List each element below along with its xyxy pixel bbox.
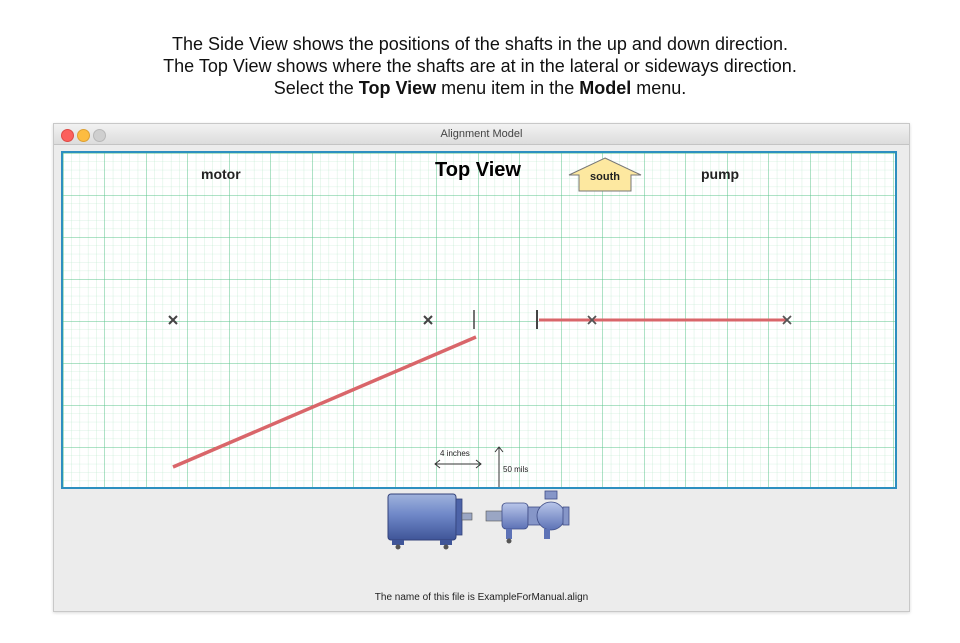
instructions [0,33,960,99]
motor-label: motor [201,166,241,182]
instruction-text: Select the [273,78,359,98]
instruction-line-3 [0,77,960,99]
pump-label: pump [701,166,740,182]
instruction-text: menu item in the [436,78,580,98]
instruction-line-1: The Side View shows the positions of the shafts in the up and down direction. [171,34,789,54]
app-window [53,123,910,612]
view-title: Top View [435,159,521,181]
grid-drawing [63,153,895,487]
window-title: Alignment Model [440,128,523,140]
top-view-emphasis: Top View [358,78,437,98]
horizontal-scale-label: 4 inches [440,449,470,458]
equipment-illustration [54,489,909,559]
model-emphasis: Model [579,78,632,98]
motor-icon[interactable] [388,494,472,550]
south-label: south [590,171,620,183]
top-view-canvas[interactable] [61,151,897,489]
equipment-drawing [54,489,909,559]
instruction-line-2: The Top View shows where the shafts are at in the lateral or sideways direction. [163,56,797,76]
filename-text: The name of this file is ExampleForManual.align [374,592,589,603]
pump-icon[interactable] [486,491,569,544]
vertical-scale-label: 50 mils [503,465,529,474]
title-bar[interactable] [54,124,909,145]
instruction-text: menu. [631,78,687,98]
